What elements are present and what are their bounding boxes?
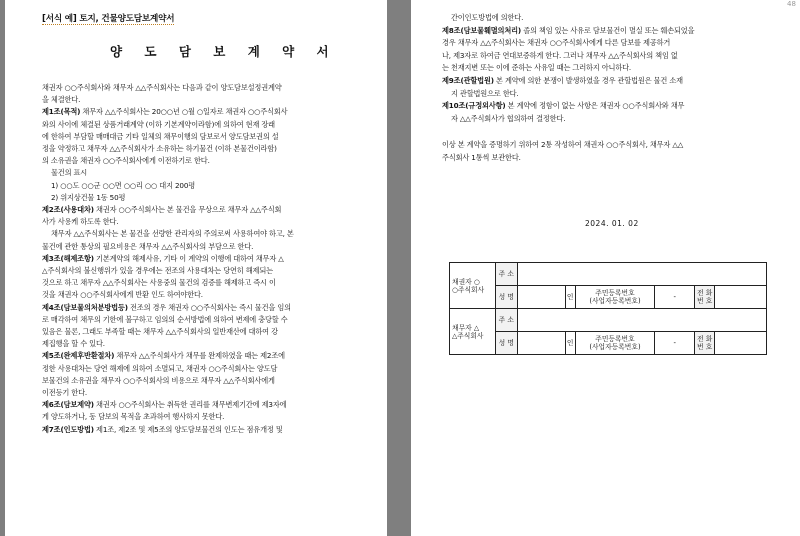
article-4: 제4조(담보물의처분방법등) 전조의 경우 채권자 ○○주식회사는 즉시 물건을 임의 [42, 302, 291, 312]
creditor-name-field[interactable] [517, 286, 565, 309]
article-1: 제1조(목적) 채무자 △△주식회사는 20○○년 ○월 ○일자로 채권자 ○○주식회사 [42, 107, 288, 117]
item-2: 2) 위지상건물 1동 50평 [51, 192, 126, 202]
article-5: 제5조(완제후반환절차) 채무자 △△주식회사가 채무를 완제하였을 때는 제2조에 [42, 351, 285, 361]
name-label: 성 명 [495, 332, 517, 355]
contract-date: 2024. 01. 02 [585, 219, 639, 228]
closing-statement: 이상 본 계약을 증명하기 위하여 2통 작성하여 채권자 ○○주식회사, 채무자 △△ [442, 140, 684, 150]
seal-mark: 인 [565, 332, 575, 355]
intro-line: 채권자 ○○주식회사와 채무자 △△주식회사는 다음과 같이 양도담보설정권계약 [42, 83, 282, 92]
document-page-right [411, 0, 800, 536]
signature-table [449, 262, 767, 355]
debtor-address-field[interactable] [517, 309, 766, 332]
document-page-left [5, 0, 387, 536]
contract-body-continued: 간이인도방법에 의한다. 제8조(담보물훼멸의처리) 졸의 책임 있는 사유로 담보물건이 멸실 또는 훼손되었을 경우 채무자 △△주식회사는 채권자 ○○주식회사에게 다른 담보를 제공하거 나, 제3자로 하여금 연대보증하게 한다. 그러나 채무자 △△주식회사의 책임 없 는 천재지변 또는 이에 준하는 사유일 때는 그러하지 아니하다. 제9조(관할법원) 본 계약에 의한 분쟁이 발생하였을 경우 관할법원은 물건 소재 지 관할법원으로 한다. 제10조(규정외사항) 본 계약에 정함이 없는 사항은 채권자 ○○주식회사와 채무 자 △△주식회사가 협의하여 결정한다. 이상 본 계약을 증명하기 위하여 2통 작성하여 채권자 ○○주식회사, 채무자 △△ 주식회사 1통씩 보관한다. [442, 12, 772, 165]
seal-mark: 인 [565, 286, 575, 309]
page-number: 48 [787, 0, 796, 8]
phone-field[interactable] [715, 332, 767, 355]
article-8: 제8조(담보물훼멸의처리) 졸의 책임 있는 사유로 담보물건이 멸실 또는 훼손되었을 [442, 25, 695, 35]
intro-line: 을 체결한다. [42, 95, 81, 105]
name-label: 성 명 [495, 286, 517, 309]
item-1: 1) ○○도 ○○군 ○○면 ○○리 ○○ 대지 200평 [51, 180, 196, 190]
article-2: 제2조(사용대차) 채권자 ○○주식회사는 본 물건을 무상으로 채무자 △△주식회 [42, 205, 282, 215]
address-label: 주 소 [495, 263, 517, 286]
phone-field[interactable] [715, 286, 767, 309]
article-6: 제6조(담보제약) 채권자 ○○주식회사는 취득한 권리를 채무변제기간에 제3자에 [42, 400, 287, 410]
creditor-address-field[interactable] [517, 263, 766, 286]
item-list-title: 물건의 표시 [51, 168, 88, 178]
address-label: 주 소 [495, 309, 517, 332]
article-10: 제10조(규정외사항) 본 계약에 정함이 없는 사항은 채권자 ○○주식회사와 채무 [442, 101, 685, 111]
contract-body: 채권자 ○○주식회사와 채무자 △△주식회사는 다음과 같이 양도담보설정권계약 을 체결한다. 제1조(목적) 채무자 △△주식회사는 20○○년 ○월 ○일자로 채권자 ○○주식회사 와의 사이에 체결된 상품거래계약 (이하 기본계약이라함)에 의하여 현재 장래 에 한하여 부담할 매매대금 기타 일체의 채무이행의 담보로서 양도담보권의 설 정을 약정하고 채무자 △△주식회사가 소유하는 하기물건 (이하 본물건이라함) 의 소유권을 채권자 ○○주식회사에게 이전하기로 한다. 물건의 표시 1) ○○도 ○○군 ○○면 ○○리 ○○ 대지 200평 2) 위지상건물 1동 50평 제2조(사용대차) 채권자 ○○주식회사는 본 물건을 무상으로 채무자 △△주식회 사가 사용케 하도록 한다. 채무자 △△주식회사는 본 물건을 선량한 관리자의 주의로써 사용하여야 하고, 본 물건에 관한 통상의 필요비용은 채무자 △△주식회사의 부담으로 한다. 제3조(해제조항) 기본계약의 해제사유, 기타 이 계약의 이행에 대하여 채무자 △ △주식회사의 불신행위가 있을 경우에는 전조의 사용대차는 당연히 해제되는 것으로 하고 채무자 △△주식회사는 사용중의 물건의 검증를 해제하고 즉시 이 것을 채권자 ○○주식회사에게 반환 인도 하여야한다. 제4조(담보물의처분방법등) 전조의 경우 채권자 ○○주식회사는 즉시 물건을 임의 로 매각하여 채무의 기한에 불구하고 임의의 순서방법에 의하여 변제에 충당할 수 있음은 물론, 그래도 부족할 때는 채무자 △△주식회사의 일반재산에 대하여 강 제집행을 할 수 있다. 제5조(완제후반환절차) 채무자 △△주식회사가 채무를 완제하였을 때는 제2조에 정한 사용대차는 당연 해제에 의하여 소멸되고, 채권자 ○○주식회사는 양도담 보물건의 소유권을 채무자 ○○주식회사의 비용으로 채무자 △△주식회사에게 이전등기 한다. 제6조(담보제약) 채권자 ○○주식회사는 취득한 권리를 채무변제기간에 제3자에 게 양도하거나, 동 담보의 목적을 초과하여 행사하지 못한다. 제7조(인도방법) 제1조, 제2조 및 제5조의 양도담보물건의 인도는 점유개정 및 [42, 82, 360, 436]
reg-number-label: 주민등록번호 (사업자등록번호) [575, 332, 655, 355]
form-header: [서식 예] 토지, 건물양도담보계약서 [42, 14, 175, 24]
debtor-name-field[interactable] [517, 332, 565, 355]
reg-number-label: 주민등록번호 (사업자등록번호) [575, 286, 655, 309]
reg-number-field[interactable]: - [655, 286, 695, 309]
debtor-label: 채무자 △ △주식회사 [450, 309, 496, 355]
article-3: 제3조(해제조항) 기본계약의 해제사유, 기타 이 계약의 이행에 대하여 채무자 △ [42, 253, 284, 263]
document-title: 양 도 담 보 계 약 서 [110, 44, 338, 59]
phone-label: 전 화 번 호 [695, 286, 715, 309]
phone-label: 전 화 번 호 [695, 332, 715, 355]
creditor-label: 채권자 ○ ○주식회사 [450, 263, 496, 309]
reg-number-field[interactable]: - [655, 332, 695, 355]
article-7: 제7조(인도방법) 제1조, 제2조 및 제5조의 양도담보물건의 인도는 점유개정 및 [42, 424, 283, 434]
article-9: 제9조(관할법원) 본 계약에 의한 분쟁이 발생하였을 경우 관할법원은 물건 소재 [442, 75, 683, 85]
